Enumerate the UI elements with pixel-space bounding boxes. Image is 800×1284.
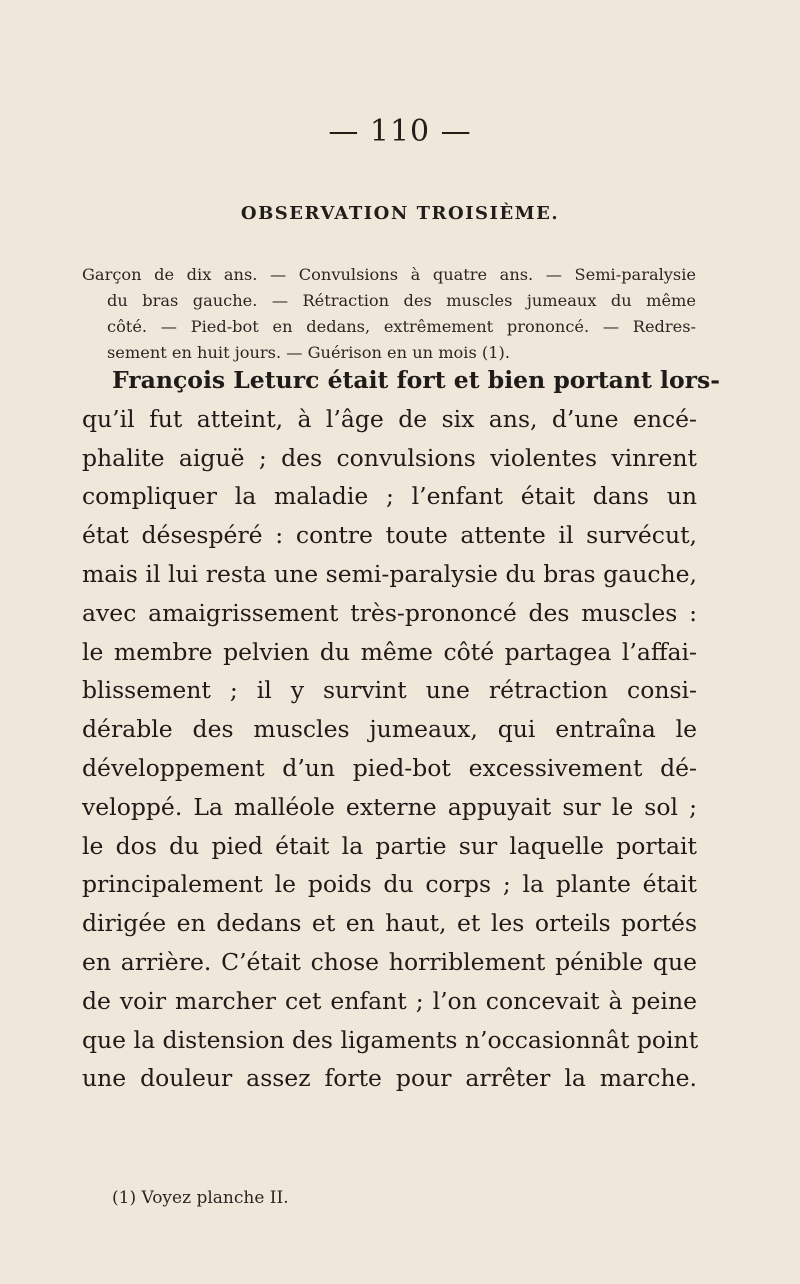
body-line: que la distension des ligaments n’occasionnât point [82, 1025, 699, 1054]
body-line: le dos du pied était la partie sur laquelle portait [82, 831, 697, 860]
case-summary [82, 262, 696, 366]
body-line: en arrière. C’était chose horriblement pénible que [82, 947, 697, 976]
section-heading: OBSERVATION TROISIÈME. [240, 203, 560, 224]
body-line: de voir marcher cet enfant ; l’on concevait à peine [82, 986, 697, 1015]
body-line: le membre pelvien du même côté partagea l’affai- [82, 637, 697, 666]
footnote: (1) Voyez planche II. [112, 1188, 289, 1208]
body-line: phalite aiguë ; des convulsions violentes vinrent [82, 443, 697, 472]
summary-line: du bras gauche. — Rétraction des muscles jumeaux du même [107, 291, 696, 310]
body-line: compliquer la maladie ; l’enfant était dans un [82, 482, 697, 511]
summary-line: Garçon de dix ans. — Convulsions à quatre ans. — Semi-paralysie [82, 265, 696, 284]
case-narrative [82, 361, 720, 1098]
body-line: François Leturc était fort et bien portant lors- [112, 366, 720, 394]
body-line: développement d’un pied-bot excessivement dé- [82, 753, 697, 782]
body-line: principalement le poids du corps ; la plante était [82, 870, 697, 899]
body-line: mais il lui resta une semi-paralysie du bras gauche, [82, 559, 697, 588]
body-line: état désespéré : contre toute attente il survécut, [82, 521, 697, 550]
body-line: une douleur assez forte pour arrêter la marche. [82, 1064, 697, 1093]
body-line: dirigée en dedans et en haut, et les orteils portés [82, 909, 697, 938]
body-line: veloppé. La malléole externe appuyait sur le sol ; [82, 792, 697, 821]
summary-line: sement en huit jours. — Guérison en un mois (1). [107, 343, 511, 362]
summary-line: côté. — Pied-bot en dedans, extrêmement prononcé. — Redres- [107, 317, 696, 336]
body-line: qu’il fut atteint, à l’âge de six ans, d’une encé- [82, 404, 697, 433]
body-line: avec amaigrissement très-prononcé des muscles : [82, 598, 697, 627]
page-number: — 110 — [328, 114, 472, 149]
body-line: blissement ; il y survint une rétraction consi- [82, 676, 697, 705]
body-line: dérable des muscles jumeaux, qui entraîna le [82, 715, 697, 744]
